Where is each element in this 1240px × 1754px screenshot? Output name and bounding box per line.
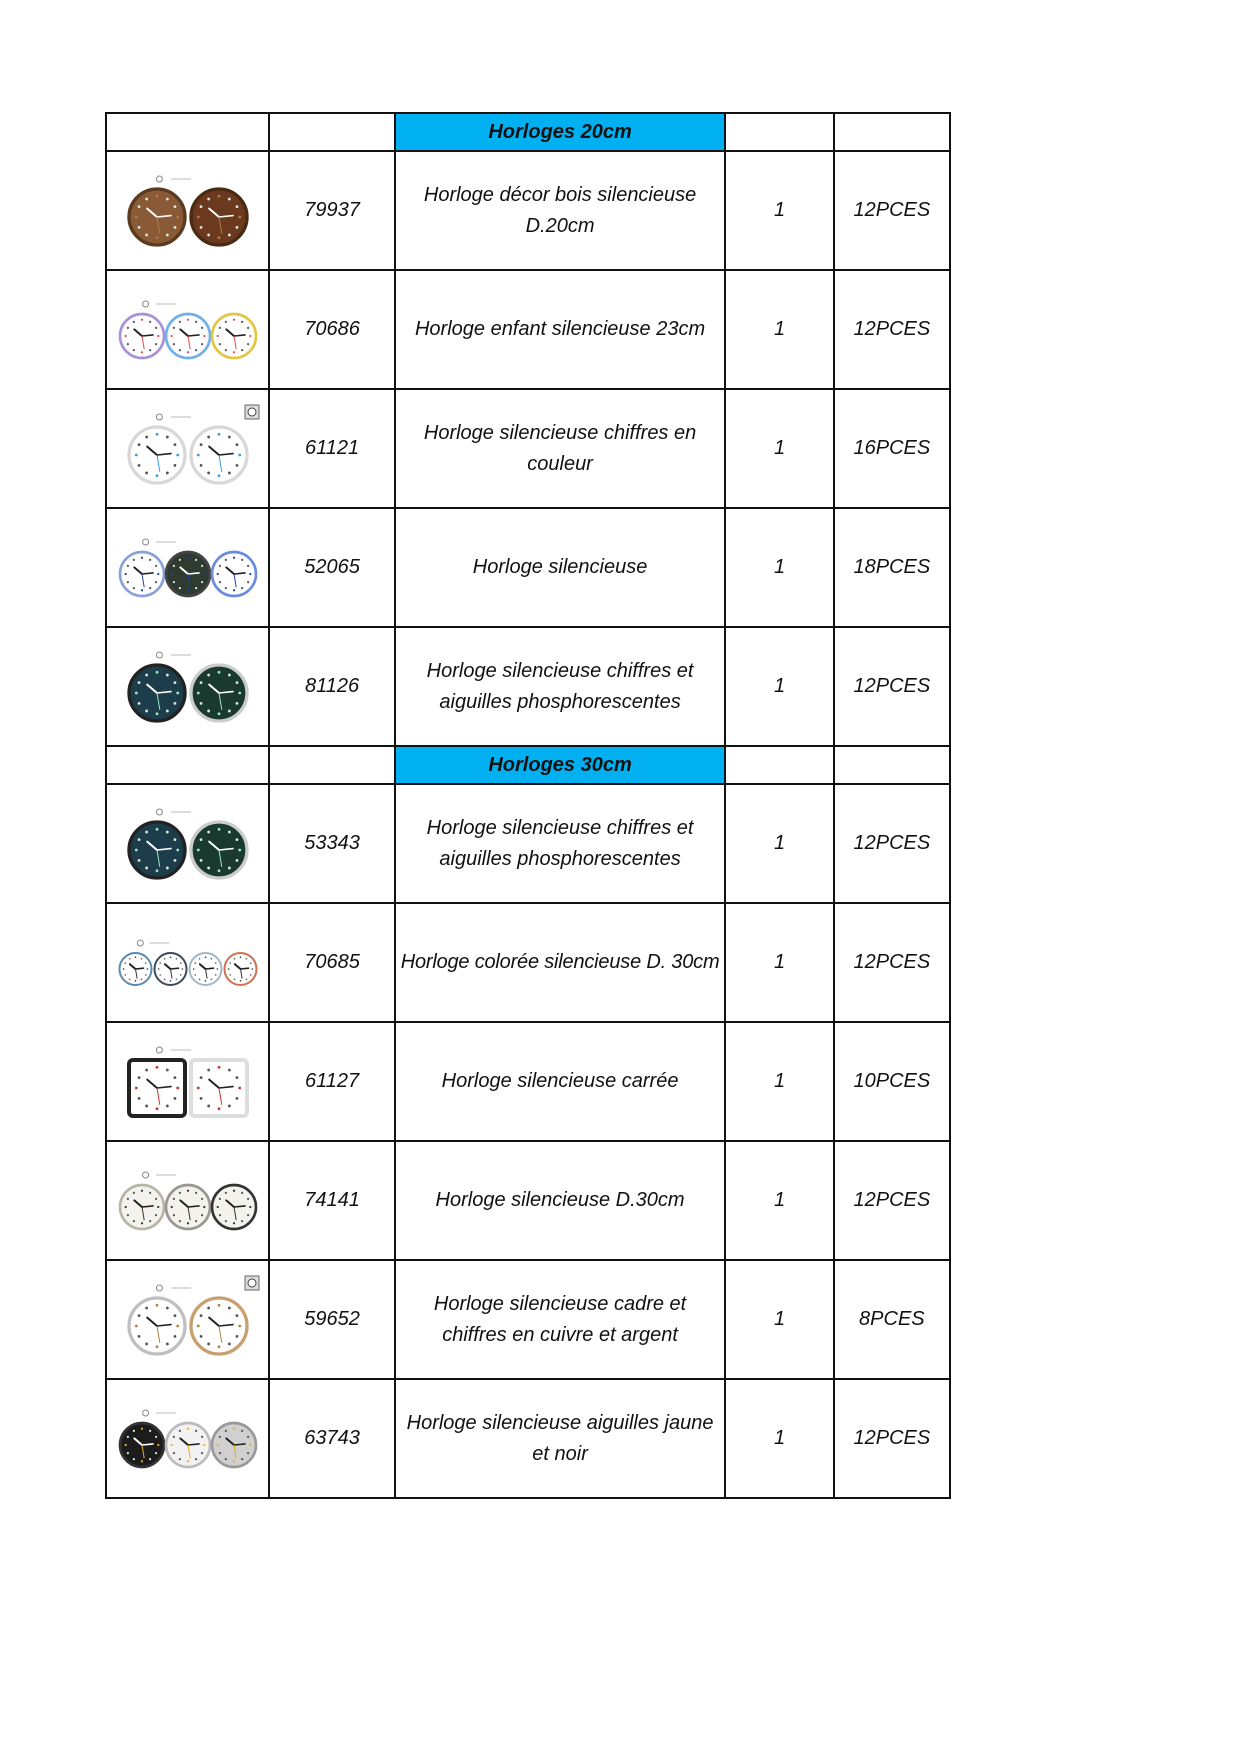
clock-picture xyxy=(191,665,247,721)
product-quantity: 1 xyxy=(725,508,833,627)
product-image-cell xyxy=(106,508,269,627)
product-row xyxy=(106,1260,950,1379)
colored-frame-clocks-icon xyxy=(113,913,263,1013)
product-quantity: 1 xyxy=(725,627,833,746)
clock-picture xyxy=(129,427,185,483)
product-reference: 74141 xyxy=(269,1141,394,1260)
product-table xyxy=(105,112,951,1499)
product-packaging: 12PCES xyxy=(834,151,950,270)
empty-cell xyxy=(106,746,269,784)
product-packaging: 16PCES xyxy=(834,389,950,508)
empty-cell xyxy=(725,113,833,151)
product-quantity: 1 xyxy=(725,784,833,903)
product-image-cell xyxy=(106,903,269,1022)
clock-picture xyxy=(120,552,164,596)
clock-picture xyxy=(120,314,164,358)
product-quantity: 1 xyxy=(725,151,833,270)
product-quantity: 1 xyxy=(725,1260,833,1379)
product-packaging: 12PCES xyxy=(834,784,950,903)
yellow-hands-clocks-icon xyxy=(113,1389,263,1489)
product-packaging: 12PCES xyxy=(834,903,950,1022)
clock-picture xyxy=(212,1185,256,1229)
clock-picture xyxy=(191,822,247,878)
clock-picture xyxy=(166,1423,210,1467)
section-header-row xyxy=(106,746,950,784)
product-packaging: 12PCES xyxy=(834,1141,950,1260)
product-reference: 70685 xyxy=(269,903,394,1022)
empty-cell xyxy=(106,113,269,151)
clock-picture xyxy=(129,665,185,721)
product-row xyxy=(106,627,950,746)
product-reference: 81126 xyxy=(269,627,394,746)
product-reference: 70686 xyxy=(269,270,394,389)
clock-picture xyxy=(120,1185,164,1229)
product-reference: 61121 xyxy=(269,389,394,508)
product-row xyxy=(106,270,950,389)
product-row xyxy=(106,1141,950,1260)
product-description: Horloge silencieuse aiguilles jaune et noir xyxy=(395,1379,726,1498)
clock-picture xyxy=(129,1060,185,1116)
product-quantity: 1 xyxy=(725,1379,833,1498)
product-description: Horloge silencieuse cadre et chiffres en cuivre et argent xyxy=(395,1260,726,1379)
clock-picture xyxy=(166,314,210,358)
product-quantity: 1 xyxy=(725,1022,833,1141)
clock-picture xyxy=(191,427,247,483)
clock-picture xyxy=(129,822,185,878)
product-row xyxy=(106,1022,950,1141)
product-description: Horloge colorée silencieuse D. 30cm xyxy=(395,903,726,1022)
colored-numbers-clocks-icon xyxy=(113,399,263,499)
section-title: Horloges 20cm xyxy=(395,113,726,151)
product-reference: 63743 xyxy=(269,1379,394,1498)
clock-picture xyxy=(212,1423,256,1467)
clock-picture xyxy=(166,1185,210,1229)
clock-picture xyxy=(119,953,151,985)
wooden-wall-clocks-icon xyxy=(113,161,263,261)
product-row xyxy=(106,508,950,627)
product-description: Horloge silencieuse chiffres en couleur xyxy=(395,389,726,508)
product-row xyxy=(106,151,950,270)
product-description: Horloge silencieuse xyxy=(395,508,726,627)
product-description: Horloge silencieuse carrée xyxy=(395,1022,726,1141)
section-title: Horloges 30cm xyxy=(395,746,726,784)
clock-picture xyxy=(120,1423,164,1467)
product-row xyxy=(106,784,950,903)
product-description: Horloge enfant silencieuse 23cm xyxy=(395,270,726,389)
clock-picture xyxy=(166,552,210,596)
clock-picture xyxy=(154,953,186,985)
product-image-cell xyxy=(106,389,269,508)
product-packaging: 12PCES xyxy=(834,270,950,389)
product-image-cell xyxy=(106,784,269,903)
product-reference: 53343 xyxy=(269,784,394,903)
product-quantity: 1 xyxy=(725,389,833,508)
empty-cell xyxy=(269,113,394,151)
product-quantity: 1 xyxy=(725,270,833,389)
empty-cell xyxy=(834,113,950,151)
clock-picture xyxy=(191,189,247,245)
product-packaging: 8PCES xyxy=(834,1260,950,1379)
silent-wall-clocks-icon xyxy=(113,518,263,618)
product-image-cell xyxy=(106,1379,269,1498)
clock-picture xyxy=(212,314,256,358)
glow-in-dark-clocks-30cm-icon xyxy=(113,794,263,894)
product-row xyxy=(106,903,950,1022)
product-packaging: 12PCES xyxy=(834,1379,950,1498)
product-row xyxy=(106,1379,950,1498)
glow-in-dark-clocks-icon xyxy=(113,637,263,737)
product-image-cell xyxy=(106,151,269,270)
empty-cell xyxy=(834,746,950,784)
clock-picture xyxy=(129,189,185,245)
product-description: Horloge silencieuse D.30cm xyxy=(395,1141,726,1260)
clock-picture xyxy=(189,953,221,985)
clock-picture xyxy=(129,1298,185,1354)
square-wall-clocks-icon xyxy=(113,1032,263,1132)
empty-cell xyxy=(725,746,833,784)
empty-cell xyxy=(269,746,394,784)
product-description: Horloge silencieuse chiffres et aiguilles phosphorescentes xyxy=(395,627,726,746)
product-image-cell xyxy=(106,627,269,746)
product-quantity: 1 xyxy=(725,903,833,1022)
product-reference: 59652 xyxy=(269,1260,394,1379)
product-packaging: 18PCES xyxy=(834,508,950,627)
clock-picture xyxy=(191,1060,247,1116)
kids-wall-clocks-icon xyxy=(113,280,263,380)
clock-picture xyxy=(212,552,256,596)
product-description: Horloge silencieuse chiffres et aiguilles phosphorescentes xyxy=(395,784,726,903)
section-header-row xyxy=(106,113,950,151)
clock-picture xyxy=(224,953,256,985)
product-description: Horloge décor bois silencieuse D.20cm xyxy=(395,151,726,270)
product-reference: 61127 xyxy=(269,1022,394,1141)
product-reference: 79937 xyxy=(269,151,394,270)
product-image-cell xyxy=(106,1141,269,1260)
product-image-cell xyxy=(106,1260,269,1379)
product-packaging: 12PCES xyxy=(834,627,950,746)
product-row xyxy=(106,389,950,508)
clock-picture xyxy=(191,1298,247,1354)
product-image-cell xyxy=(106,270,269,389)
product-quantity: 1 xyxy=(725,1141,833,1260)
classic-wall-clocks-icon xyxy=(113,1151,263,1251)
product-packaging: 10PCES xyxy=(834,1022,950,1141)
product-reference: 52065 xyxy=(269,508,394,627)
product-image-cell xyxy=(106,1022,269,1141)
copper-silver-clocks-icon xyxy=(113,1270,263,1370)
